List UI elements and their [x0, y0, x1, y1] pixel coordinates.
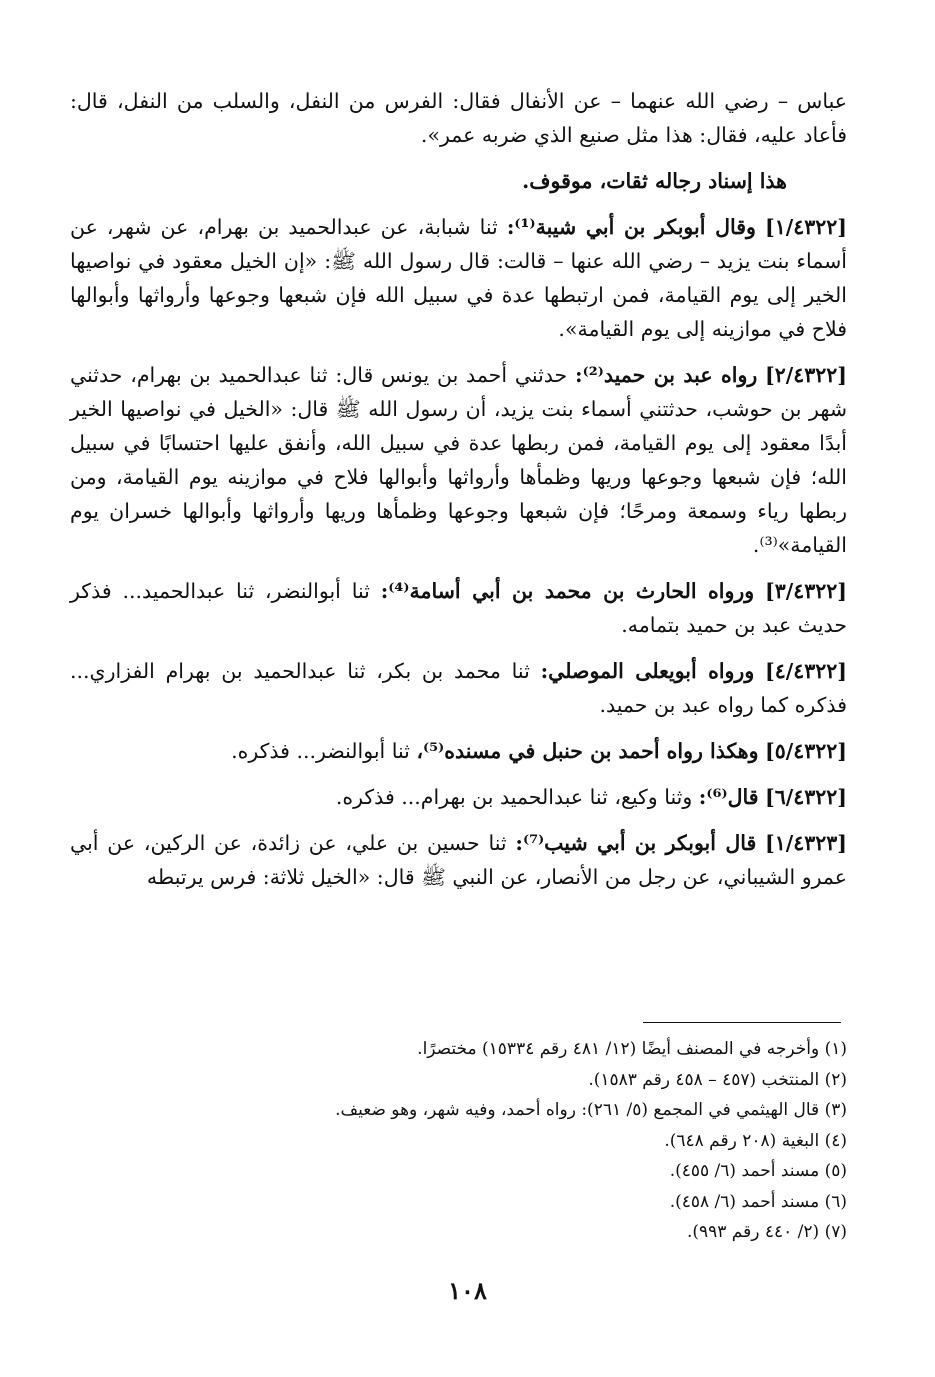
hadith-text: وثنا وكيع، ثنا عبدالحميد بن بهرام... فذكره. [335, 785, 693, 809]
narrator-heading: رواه عبد بن حميد⁽²⁾: [575, 363, 758, 387]
hadith-number: [٢/٤٣٢٢] [765, 363, 847, 387]
hadith-text: ثنا أبوالنضر... فذكره. [231, 739, 410, 763]
hadith-number: [٥/٤٣٢٢] [765, 739, 847, 763]
footnote: (٧) (٢/ ٤٤٠ رقم ٩٩٣). [686, 1222, 847, 1242]
narrator-heading: ورواه أبويعلى الموصلي: [540, 659, 755, 683]
grading-text: هذا إسناد رجاله ثقات، موقوف. [522, 169, 787, 193]
hadith-number: [١/٤٣٢٣] [765, 831, 847, 855]
page-number: ١٠٨ [448, 1276, 487, 1305]
hadith-entry [70, 574, 847, 642]
hadith-text: ثنا شبابة، عن عبدالحميد بن بهرام، عن شهر، عن أسماء بنت يزيد – رضي الله عنها – قالت: قال رسول الله ﷺ: «إن الخيل معقود في نواصيها الخير إلى يوم القيامة، فمن ارتبطها عدة في سبيل الله فإن شبعها وجوعها وأرواثها وأبوالها فلاح في موازينه إلى يوم القيامة». [70, 215, 847, 341]
footnote-divider [643, 1022, 841, 1023]
narrator-heading: وهكذا رواه أحمد بن حنبل في مسنده⁽⁵⁾، [416, 739, 759, 763]
paragraph-continuation [70, 84, 847, 152]
main-text [70, 84, 847, 906]
footnotes [70, 1034, 847, 1248]
footnote: (١) وأخرجه في المصنف أيضًا (١٢/ ٤٨١ رقم ١٥٣٣٤) مختصرًا. [417, 1039, 847, 1059]
hadith-entry [70, 734, 847, 768]
narrator-heading: وقال أبوبكر بن أبي شيبة⁽¹⁾: [506, 215, 756, 239]
hadith-number: [٦/٤٣٢٢] [765, 785, 847, 809]
narrator-heading: ورواه الحارث بن محمد بن أبي أسامة⁽⁴⁾: [380, 579, 755, 603]
footnote: (٥) مسند أحمد (٦/ ٤٥٥). [669, 1161, 847, 1181]
footnote: (٤) البغية (٢٠٨ رقم ٦٤٨). [664, 1130, 847, 1151]
hadith-entry [70, 780, 847, 814]
hadith-entry [70, 210, 847, 346]
footnote: (٣) قال الهيثمي في المجمع (٥/ ٢٦١): رواه أحمد، وفيه شهر، وهو ضعيف. [335, 1100, 847, 1120]
hadith-entry [70, 358, 847, 562]
narrator-heading: قال أبوبكر بن أبي شيب⁽⁷⁾: [515, 831, 757, 855]
hadith-text: ثنا حسين بن علي، عن زائدة، عن الركين، عن أبي عمرو الشيباني، عن رجل من الأنصار، عن النبي ﷺ قال: «الخيل ثلاثة: فرس يرتبطه [70, 831, 847, 889]
hadith-text: ثنا أبوالنضر، ثنا عبدالحميد... فذكر حديث عبد بن حميد بتمامه. [70, 579, 847, 637]
footnote: (٢) المنتخب (٤٥٧ – ٤٥٨ رقم ١٥٨٣). [588, 1069, 847, 1090]
hadith-number: [٤/٤٣٢٢] [765, 659, 847, 683]
paragraph-text: عباس – رضي الله عنهما – عن الأنفال فقال: الفرس من النفل، والسلب من النفل، قال: فأعاد عليه، فقال: هذا مثل صنيع الذي ضربه عمر». [70, 89, 847, 147]
footnote: (٦) مسند أحمد (٦/ ٤٥٨). [669, 1191, 847, 1212]
hadith-entry [70, 654, 847, 722]
hadith-number: [١/٤٣٢٢] [765, 215, 847, 239]
hadith-entry [70, 826, 847, 894]
grading-note [70, 164, 847, 198]
hadith-text: ثنا محمد بن بكر، ثنا عبدالحميد بن بهرام الفزاري... فذكره كما رواه عبد بن حميد. [70, 659, 847, 717]
hadith-number: [٣/٤٣٢٢] [765, 579, 847, 603]
narrator-heading: قال⁽⁶⁾: [698, 785, 759, 809]
hadith-text: حدثني أحمد بن يونس قال: ثنا عبدالحميد بن بهرام، حدثني شهر بن حوشب، حدثتني أسماء بنت يزيد، أن رسول الله ﷺ قال: «الخيل في نواصيها الخير أبدًا معقود إلى يوم القيامة، فمن ربطها عدة في سبيل الله، وأنفق عليها احتسابًا في سبيل الله؛ فإن شبعها وجوعها وريها وظمأها وأرواثها وأبوالها فلاح في موازينه يوم القيامة، ومن ربطها رياء وسمعة ومرحًا؛ فإن شبعها وجوعها وظمأها وريها وأرواثها وأبوالها خسران يوم القيامة»⁽³⁾. [70, 363, 847, 557]
